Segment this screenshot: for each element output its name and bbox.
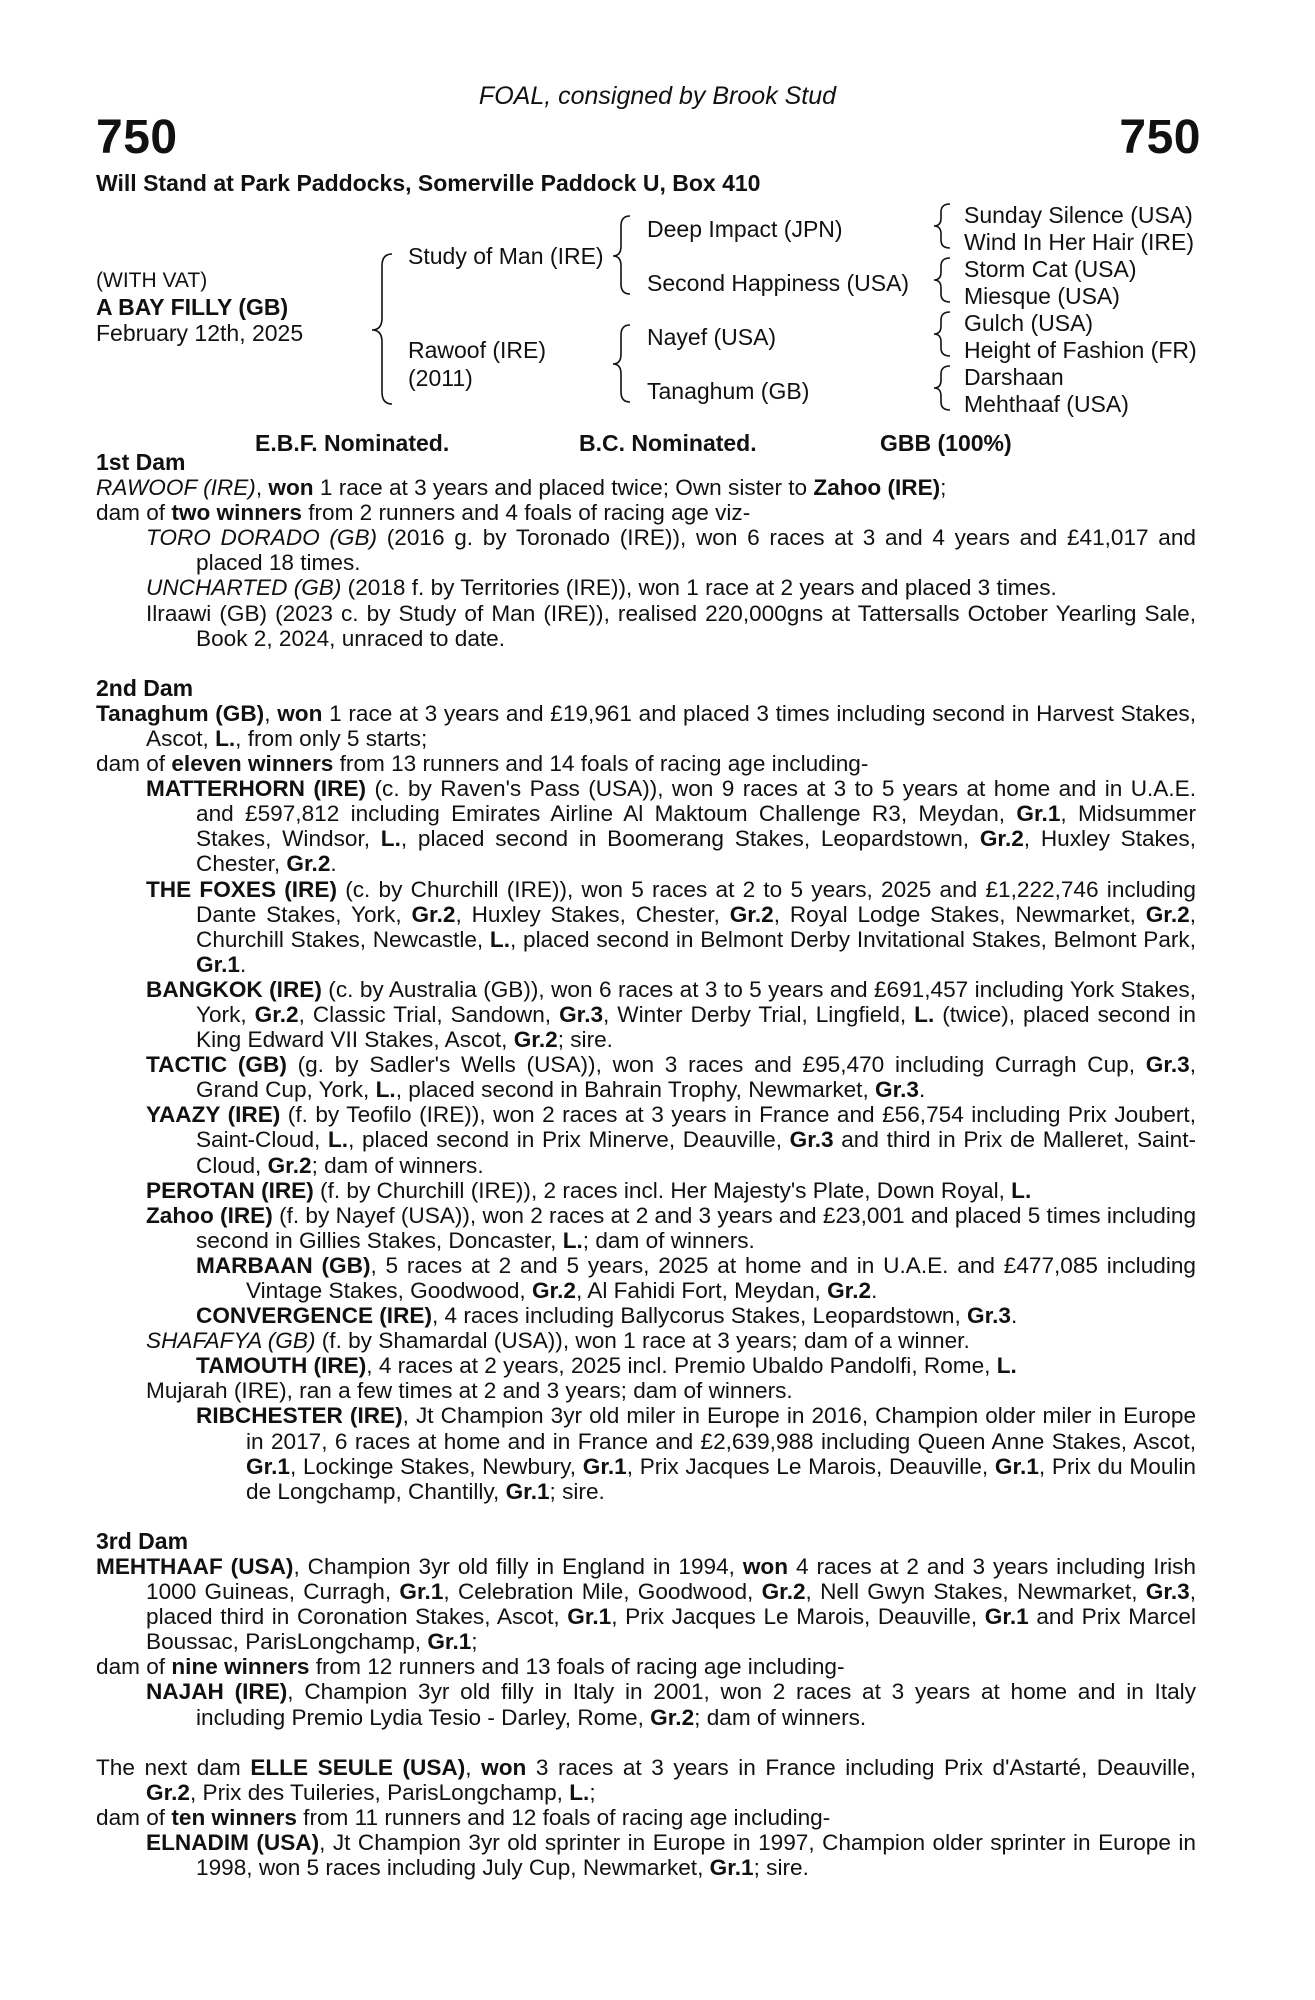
horse-or-grade-text: two winners [171,500,302,526]
record-text: ; [589,1779,596,1805]
record-text: from 2 runners and 4 foals of racing age viz- [301,500,751,526]
horse-or-grade-text: TORO DORADO (GB) [146,525,378,551]
produce-entry [96,1052,1196,1102]
record-text: , [264,700,278,726]
horse-or-grade-text: won [742,1553,789,1579]
horse-or-grade-text: Gr.1 [246,1453,290,1479]
pedigree-gg-4: Miesque (USA) [964,283,1120,309]
record-text: ; sire. [753,1854,809,1880]
stand-location: Will Stand at Park Paddocks, Somerville Paddock U, Box 410 [96,170,761,196]
horse-or-grade-text: MARBAAN (GB) [196,1252,371,1278]
record-text: , Classic Trial, Sandown, [298,1001,560,1027]
pedigree-sire-sire: Deep Impact (JPN) [647,216,843,242]
produce-entry [96,1203,1196,1253]
pedigree-gg-7: Darshaan [964,364,1064,390]
first-dam-heading: 1st Dam [96,449,186,475]
horse-or-grade-text: RIBCHESTER (IRE) [196,1403,403,1429]
horse-or-grade-text: Zahoo (IRE) [813,475,941,501]
horse-or-grade-text: YAAZY (IRE) [146,1102,281,1128]
grand-produce-entry [96,1403,1196,1503]
horse-or-grade-text: Gr.2 [267,1152,312,1178]
third-dam-heading: 3rd Dam [96,1527,189,1554]
record-text: , Nell Gwyn Stakes, Newmarket, [805,1579,1146,1605]
horse-or-grade-text: Gr.1 [505,1478,550,1504]
horse-or-grade-text: Gr.3 [1145,1579,1190,1605]
record-text: , 4 races including Ballycorus Stakes, Leopardstown, [432,1303,968,1329]
record-text: ; dam of winners. [582,1227,755,1253]
record-text: , Jt Champion 3yr old miler in Europe in 2016, Champion older miler in Europe in 2017, 6 races at home and in France and £2,639,988 including Queen Anne Stakes, Ascot, [246,1403,1197,1454]
record-text: (g. by Sadler's Wells (USA)), won 3 races and £95,470 including Curragh Cup, [286,1052,1146,1078]
pedigree-gg-3: Storm Cat (USA) [964,256,1137,282]
record-text: ; [940,475,947,501]
record-text: , [465,1754,482,1780]
record-text: , Lockinge Stakes, Newbury, [289,1453,583,1479]
record-text: (2018 f. by Territories (IRE)), won 1 race at 2 years and placed 3 times. [341,575,1057,601]
pedigree-sire-dam: Second Happiness (USA) [647,270,910,296]
record-text: (twice), placed second in King Edward VII Stakes, Ascot, [196,1001,1196,1053]
pedigree-gg-2: Wind In Her Hair (IRE) [964,229,1195,255]
second-dam-record [96,751,1196,776]
record-text: ; [471,1629,478,1655]
horse-or-grade-text: UNCHARTED (GB) [146,575,342,601]
record-text: ; dam of winners. [311,1152,484,1178]
pedigree-gg-6: Height of Fashion (FR) [964,337,1197,363]
record-text: dam of [96,1804,172,1830]
record-text: 1 race at 3 years and placed twice; Own sister to [313,475,814,501]
record-text: , Champion 3yr old filly in Italy in 2001, won 2 races at 3 years at home and in Italy including Premio Lydia Tesio - Darley, Rome, [196,1679,1196,1730]
first-dam-record [96,500,1196,525]
pedigree-sire: Study of Man (IRE) [408,243,604,269]
produce-entry [96,1830,1196,1880]
ebf-nomination: E.B.F. Nominated. [255,430,450,456]
record-text: from 12 runners and 13 foals of racing age including- [309,1654,845,1680]
record-text: , Prix du Moulin de Longchamp, Chantilly, [246,1453,1196,1504]
record-text: , Prix Jacques Le Marois, Deauville, [611,1604,985,1630]
bc-nomination: B.C. Nominated. [579,430,757,456]
produce-entry [96,776,1196,876]
record-text: ; sire. [557,1027,613,1053]
record-text: , from only 5 starts; [235,725,428,751]
pedigree-dam: Rawoof (IRE) [408,337,547,363]
catalogue-body [96,450,1196,1880]
horse-or-grade-text: L. [1011,1177,1032,1203]
record-text: dam of [96,1654,172,1680]
horse-or-grade-text: CONVERGENCE (IRE) [196,1303,432,1329]
horse-or-grade-text: BANGKOK (IRE) [146,976,322,1002]
record-text: from 11 runners and 12 foals of racing age including- [296,1804,831,1830]
record-text: (c. by Australia (GB)), won 6 races at 3 to 5 years and £691,457 including York Stakes, York, [196,976,1196,1027]
produce-entry [96,877,1196,977]
first-dam-summary [96,475,1196,500]
horse-or-grade-text: L. [380,826,401,852]
horse-or-grade-text: ELLE SEULE (USA) [250,1754,466,1780]
record-text: (c. by Raven's Pass (USA)), won 9 races at 3 to 5 years at home and in U.A.E. and £597,812 including Emirates Airline Al Maktoum Challenge R3, Meydan, [196,776,1196,827]
horse-or-grade-text: L. [375,1077,396,1103]
record-text: , Royal Lodge Stakes, Newmarket, [773,901,1146,927]
record-text: , Midsummer Stakes, Windsor, [196,801,1196,852]
record-text: The next dam [96,1754,251,1780]
pedigree-dam-year: (2011) [408,365,473,391]
record-text: , placed second in Bahrain Trophy, Newmarket, [395,1077,876,1103]
horse-or-grade-text: Gr.2 [286,851,331,877]
next-dam-record [96,1805,1196,1830]
record-text: dam of [96,751,172,777]
horse-or-grade-text: Gr.1 [1016,801,1061,827]
third-dam-record [96,1654,1196,1679]
record-text: , Churchill Stakes, Newcastle, [196,901,1196,952]
pedigree-gg-8: Mehthaaf (USA) [964,391,1129,417]
horse-or-grade-text: Gr.1 [994,1453,1039,1479]
horse-or-grade-text: Gr.2 [827,1278,872,1303]
record-text: , placed second in Prix Minerve, Deauville, [348,1127,790,1153]
horse-or-grade-text: ELNADIM (USA) [146,1829,320,1855]
record-text: , Winter Derby Trial, Lingfield, [603,1001,915,1027]
horse-or-grade-text: L. [562,1227,583,1253]
horse-or-grade-text: won [277,700,323,726]
record-text: 3 races at 3 years in France including Prix d'Astarté, Deauville, [526,1754,1197,1780]
horse-or-grade-text: eleven winners [171,751,334,777]
record-text: , Celebration Mile, Goodwood, [443,1579,762,1605]
record-text: , Prix des Tuileries, ParisLongchamp, [189,1779,570,1805]
horse-or-grade-text: Gr.2 [979,826,1024,852]
horse-or-grade-text: Gr.1 [984,1604,1029,1630]
third-dam-summary [96,1554,1196,1654]
record-text: (2016 g. by Toronado (IRE)), won 6 races at 3 and 4 years and £41,017 and placed 18 times. [196,525,1196,576]
horse-or-grade-text: L. [215,725,236,751]
horse-or-grade-text: Gr.2 [513,1027,558,1053]
pedigree-dam-sire: Nayef (USA) [647,324,777,350]
record-text: . [871,1278,878,1303]
horse-or-grade-text: Gr.1 [709,1854,754,1880]
record-text: , Huxley Stakes, Chester, [455,901,730,927]
horse-or-grade-text: RAWOOF (IRE) [96,475,256,501]
record-text: (f. by Shamardal (USA)), won 1 race at 3 years; dam of a winner. [315,1328,970,1354]
horse-or-grade-text: TAMOUTH (IRE) [196,1353,367,1379]
grand-produce-entry [96,1303,1196,1328]
record-text: . [918,1077,926,1103]
produce-entry [96,1679,1196,1729]
horse-or-grade-text: Gr.3 [789,1127,834,1153]
produce-entry [96,977,1196,1052]
record-text: ; dam of winners. [694,1704,867,1730]
horse-or-grade-text: L. [569,1779,590,1805]
record-text: , Huxley Stakes, Chester, [196,826,1196,877]
lot-number-left: 750 [96,111,178,164]
horse-or-grade-text: Gr.3 [1145,1052,1190,1078]
produce-entry [96,1178,1196,1203]
horse-or-grade-text: SHAFAFYA (GB) [146,1328,316,1354]
pedigree-gg-1: Sunday Silence (USA) [964,202,1193,228]
horse-or-grade-text: Gr.1 [399,1579,444,1605]
record-text: 4 races at 2 and 3 years including Irish 1000 Guineas, Curragh, [146,1553,1196,1605]
horse-or-grade-text: Gr.2 [254,1001,299,1027]
horse-or-grade-text: Gr.3 [559,1001,604,1027]
record-text: , placed second in Boomerang Stakes, Leopardstown, [400,826,980,852]
vat-note: (WITH VAT) [96,269,208,292]
horse-or-grade-text: PEROTAN (IRE) [146,1177,314,1203]
horse-or-grade-text: L. [489,926,511,952]
produce-entry [96,601,1196,651]
record-text: , Jt Champion 3yr old sprinter in Europe in 1997, Champion older sprinter in Europe in 1998, won 5 races including July Cup, Newmarket, [196,1829,1196,1880]
record-text: . [330,851,337,877]
record-text: from 13 runners and 14 foals of racing age including- [333,751,869,777]
gbb-percentage: GBB (100%) [880,430,1012,456]
horse-or-grade-text: Gr.2 [650,1704,695,1730]
foaling-date: February 12th, 2025 [96,320,304,346]
second-dam-summary [96,701,1196,751]
horse-or-grade-text: THE FOXES (IRE) [146,876,337,902]
record-text: . [239,951,247,977]
record-text: , [255,475,269,501]
horse-or-grade-text: Tanaghum (GB) [96,700,265,726]
record-text: Ilraawi (GB) (2023 c. by Study of Man (IRE)), realised 220,000gns at Tattersalls October Yearling Sale, Book 2, 2024, unraced to date. [146,600,1196,651]
record-text: . [1010,1303,1018,1329]
record-text: Mujarah (IRE), ran a few times at 2 and 3 years; dam of winners. [146,1378,793,1404]
grand-produce-entry [96,1253,1196,1303]
record-text: dam of [96,500,172,526]
lot-number-right: 750 [1119,111,1201,164]
horse-or-grade-text: L. [914,1001,935,1027]
next-dam-summary [96,1755,1196,1805]
produce-entry [96,525,1196,575]
horse-or-grade-text: won [268,475,314,501]
second-dam-heading: 2nd Dam [96,674,194,701]
horse-or-grade-text: Gr.1 [582,1453,627,1479]
record-text: , Grand Cup, York, [196,1052,1196,1103]
horse-or-grade-text: Zahoo (IRE) [146,1202,273,1228]
record-text: (f. by Churchill (IRE)), 2 races incl. Her Majesty's Plate, Down Royal, [313,1177,1012,1203]
record-text: , placed second in Belmont Derby Invitational Stakes, Belmont Park, [510,926,1196,952]
horse-or-grade-text: Gr.2 [729,901,774,927]
record-text: , placed third in Coronation Stakes, Ascot, [146,1579,1196,1630]
horse-or-grade-text: L. [996,1353,1017,1379]
produce-entry [96,1328,1196,1353]
grand-produce-entry [96,1353,1196,1378]
record-text: , Champion 3yr old filly in England in 1994, [293,1553,743,1579]
record-text: , Prix Jacques Le Marois, Deauville, [626,1453,995,1479]
pedigree-gg-5: Gulch (USA) [964,310,1094,336]
horse-or-grade-text: Gr.1 [196,951,240,977]
produce-entry [96,575,1196,600]
horse-or-grade-text: L. [327,1127,349,1153]
horse-or-grade-text: Gr.3 [967,1303,1011,1329]
produce-entry [96,1378,1196,1403]
record-text: , Al Fahidi Fort, Meydan, [575,1278,828,1303]
record-text: , 5 races at 2 and 5 years, 2025 at home and in U.A.E. and £477,085 including Vintage Stakes, Goodwood, [246,1252,1196,1303]
consignment-line: FOAL, consigned by Brook Stud [478,82,837,110]
horse-or-grade-text: Gr.3 [875,1077,919,1103]
record-text: , 4 races at 2 years, 2025 incl. Premio Ubaldo Pandolfi, Rome, [366,1353,997,1379]
horse-or-grade-text: Gr.2 [411,901,456,927]
record-text: ; sire. [549,1478,605,1504]
record-text: (c. by Churchill (IRE)), won 5 races at 2 to 5 years, 2025 and £1,222,746 including Dante Stakes, York, [196,876,1196,927]
horse-or-grade-text: Gr.1 [427,1629,472,1655]
horse-or-grade-text: NAJAH (IRE) [146,1679,288,1705]
record-text: (f. by Teofilo (IRE)), won 2 races at 3 years in France and £56,754 including Prix Joubert, Saint-Cloud, [196,1102,1196,1153]
horse-or-grade-text: Gr.2 [146,1779,190,1805]
horse-or-grade-text: Gr.1 [567,1604,612,1630]
record-text: and Prix Marcel Boussac, ParisLongchamp, [146,1604,1196,1655]
horse-or-grade-text: ten winners [171,1804,297,1830]
horse-or-grade-text: Gr.2 [1145,901,1190,927]
record-text: 1 race at 3 years and £19,961 and placed 3 times including second in Harvest Stakes, Ascot, [146,700,1196,751]
record-text: (f. by Nayef (USA)), won 2 races at 2 and 3 years and £23,001 and placed 5 times including second in Gillies Stakes, Doncaster, [196,1202,1197,1253]
produce-entry [96,1102,1196,1177]
horse-or-grade-text: TACTIC (GB) [146,1052,287,1078]
horse-or-grade-text: nine winners [171,1654,310,1680]
horse-or-grade-text: MEHTHAAF (USA) [96,1553,294,1579]
pedigree-dam-dam: Tanaghum (GB) [647,378,810,404]
horse-or-grade-text: MATTERHORN (IRE) [146,776,367,802]
record-text: and third in Prix de Malleret, Saint-Cloud, [196,1127,1197,1178]
horse-or-grade-text: Gr.2 [531,1278,576,1303]
horse-or-grade-text: won [481,1754,527,1780]
horse-or-grade-text: Gr.2 [761,1579,806,1605]
lot-title: A BAY FILLY (GB) [96,294,289,320]
